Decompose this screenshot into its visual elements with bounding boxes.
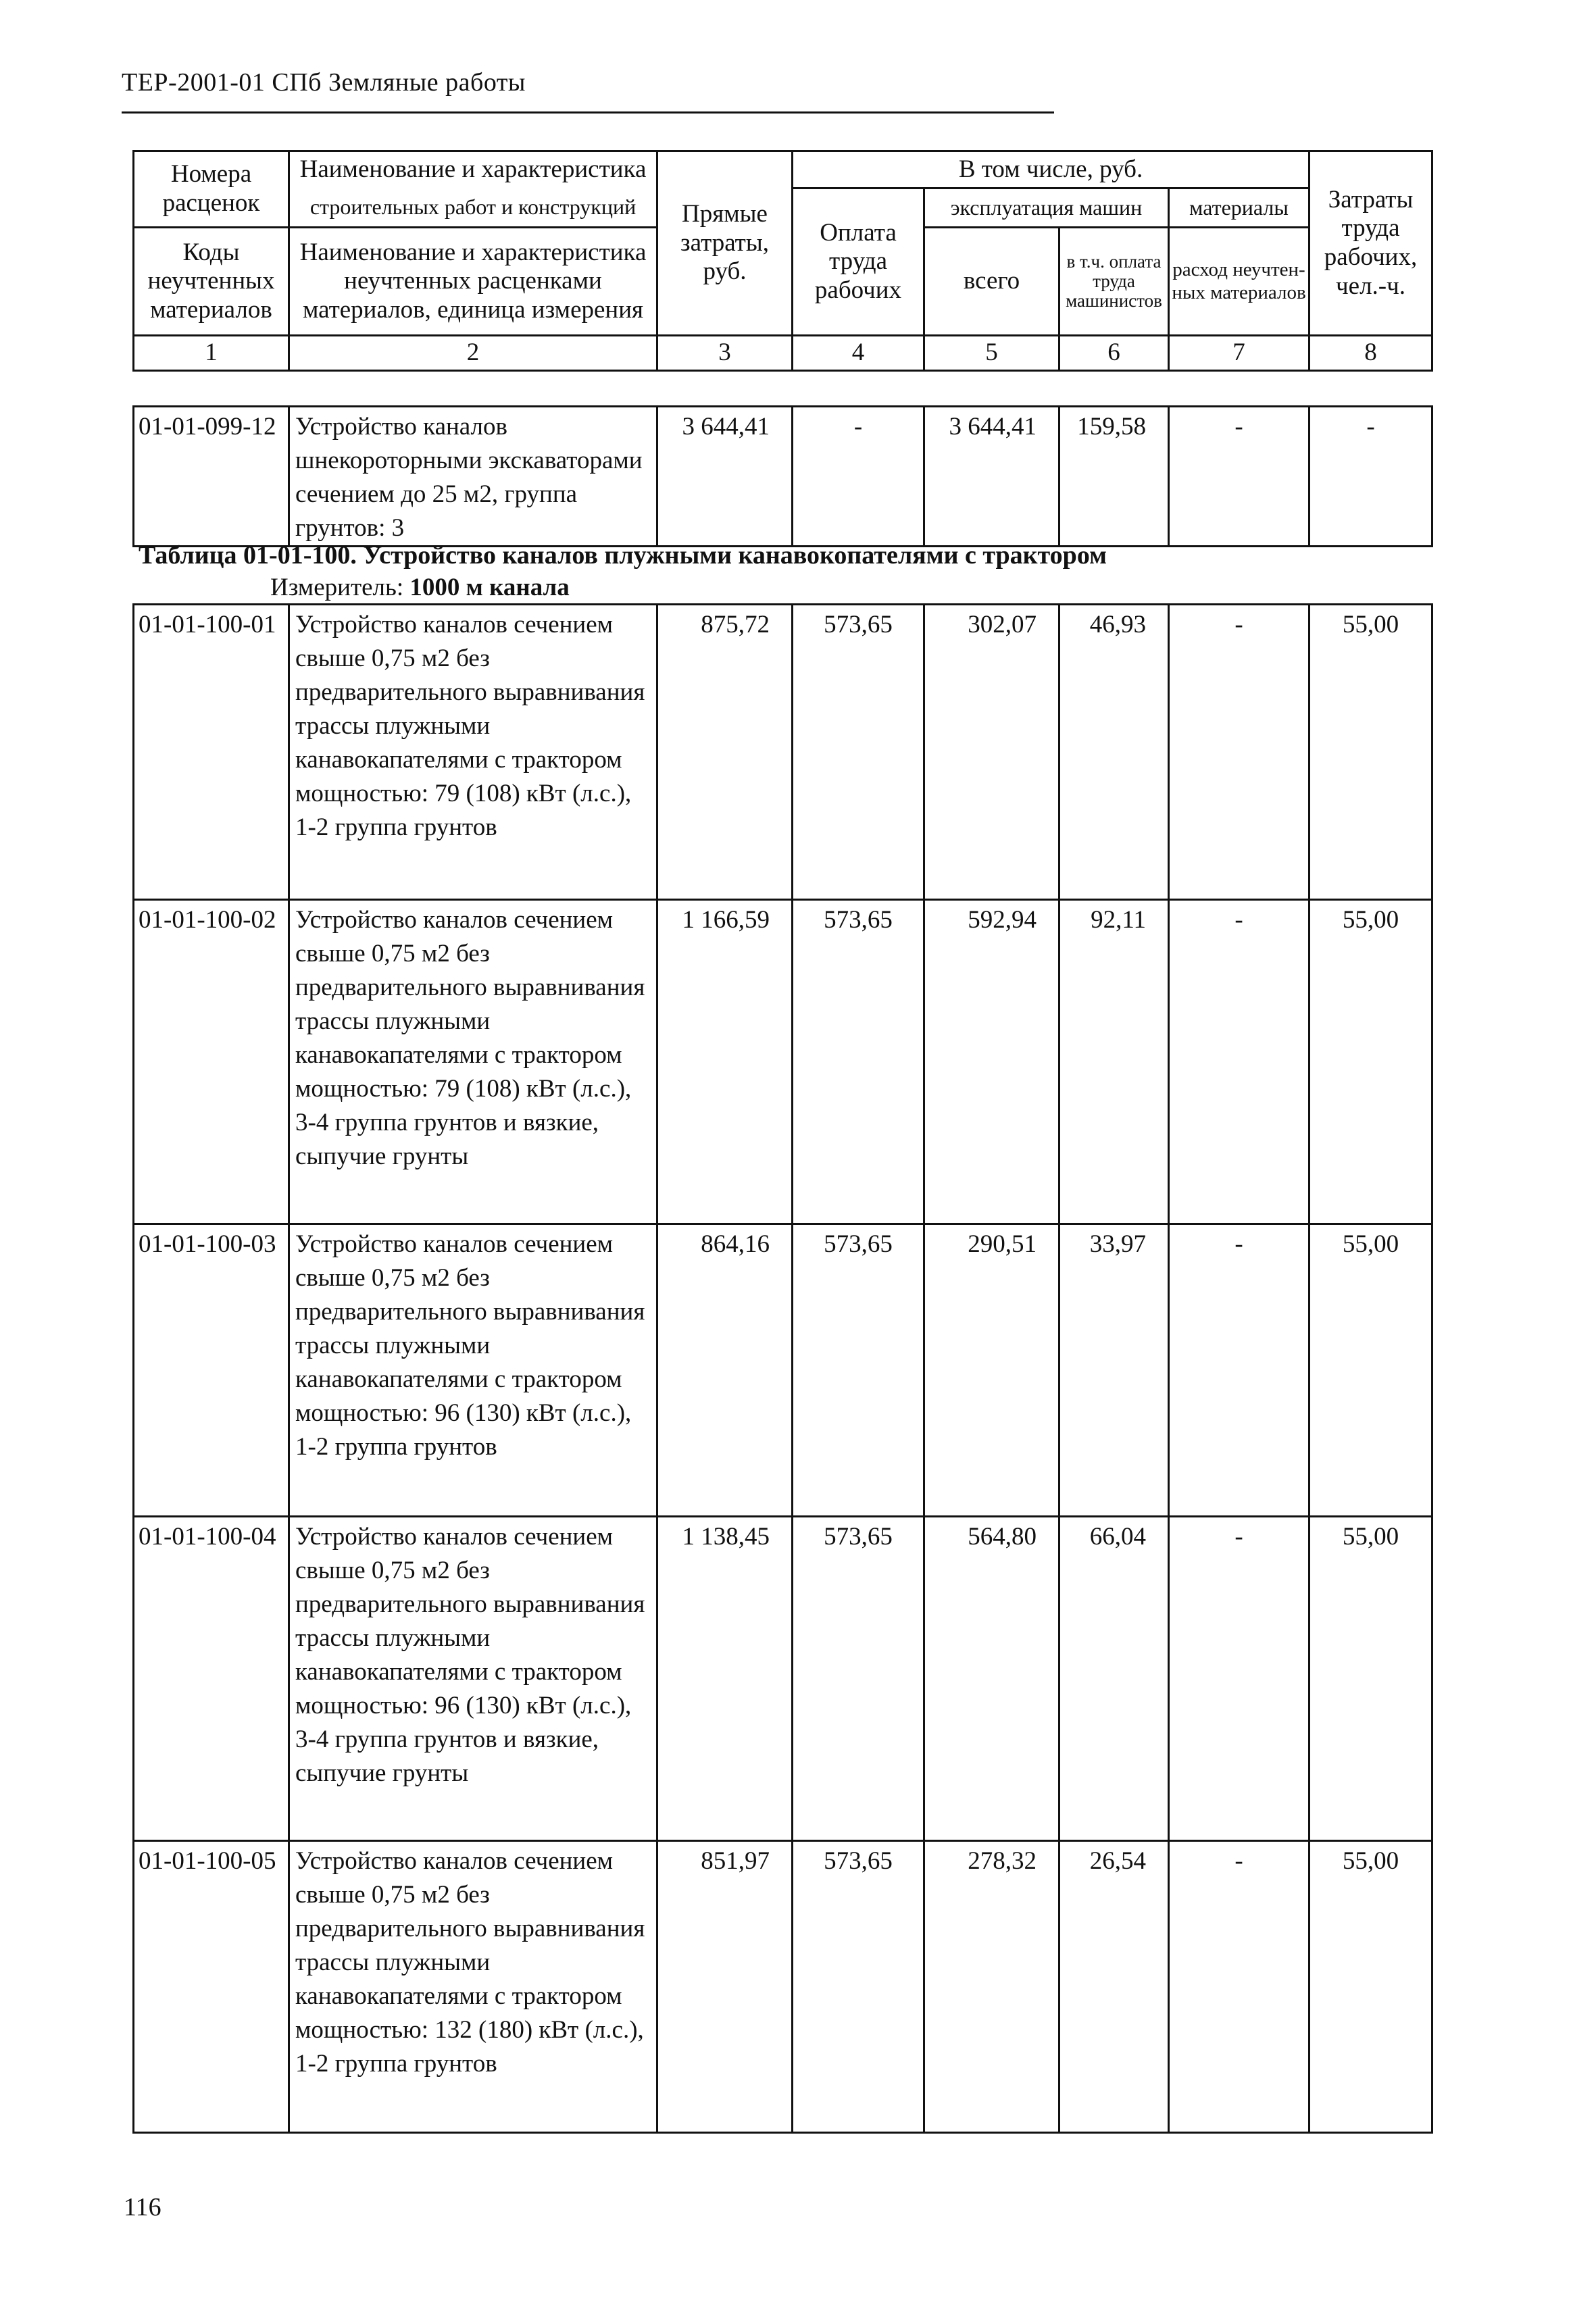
table-row — [134, 1517, 1432, 1841]
col-number: 7 — [1169, 336, 1310, 371]
rate-code: 01-01-100-03 — [134, 1224, 289, 1517]
machinist-labor-cost: 159,58 — [1059, 407, 1169, 547]
machine-cost-total: 564,80 — [924, 1517, 1059, 1841]
table-row — [134, 605, 1432, 900]
measure-value: 1000 м канала — [409, 574, 570, 601]
machinist-labor-cost: 33,97 — [1059, 1224, 1169, 1517]
direct-cost: 864,16 — [657, 1224, 793, 1517]
labor-cost: - — [793, 407, 924, 547]
work-description: Устройство каналов шнекороторными экскаваторами сечением до 25 м2, группа грунтов: 3 — [289, 407, 657, 547]
col6-heading: в т.ч. оплата труда машинистов — [1059, 228, 1169, 336]
materials-cost: - — [1169, 1224, 1310, 1517]
direct-cost: 1 138,45 — [657, 1517, 793, 1841]
col2-top-heading-line2: строительных работ и конструкций — [289, 188, 657, 228]
rate-code: 01-01-100-02 — [134, 900, 289, 1224]
machine-cost-total: 278,32 — [924, 1841, 1059, 2133]
col-number: 1 — [134, 336, 289, 371]
labor-cost: 573,65 — [793, 1517, 924, 1841]
machinist-labor-cost: 92,11 — [1059, 900, 1169, 1224]
labor-cost: 573,65 — [793, 1841, 924, 2133]
labor-hours: 55,00 — [1310, 1841, 1432, 2133]
direct-cost: 3 644,41 — [657, 407, 793, 547]
table-row — [134, 1841, 1432, 2133]
rates-table — [132, 603, 1433, 2134]
work-description: Устройство каналов сечением свыше 0,75 м2 без предварительного выравнивания трассы плужными канавокапателями с трактором мощностью: 96 (130) кВт (л.с.), 3-4 группа грунтов и вязкие, сыпучие грунты — [289, 1517, 657, 1841]
direct-cost: 875,72 — [657, 605, 793, 900]
measure-unit — [270, 573, 570, 602]
machinist-labor-cost: 26,54 — [1059, 1841, 1169, 2133]
materials-cost: - — [1169, 605, 1310, 900]
measure-label: Измеритель: — [270, 574, 404, 601]
col4-heading: Оплата труда рабочих — [793, 188, 924, 336]
rate-code: 01-01-099-12 — [134, 407, 289, 547]
work-description: Устройство каналов сечением свыше 0,75 м2 без предварительного выравнивания трассы плужными канавокапателями с трактором мощностью: 79 (108) кВт (л.с.), 3-4 группа грунтов и вязкие, сыпучие грунты — [289, 900, 657, 1224]
col1-bottom-heading: Коды неучтенных материалов — [134, 228, 289, 336]
table-title: Таблица 01-01-100. Устройство каналов плужными канавокопателями с трактором — [139, 541, 1107, 570]
materials-heading: материалы — [1169, 188, 1310, 228]
group-heading: В том числе, руб. — [793, 151, 1310, 188]
materials-cost: - — [1169, 407, 1310, 547]
direct-cost: 1 166,59 — [657, 900, 793, 1224]
labor-hours: 55,00 — [1310, 1224, 1432, 1517]
rate-code: 01-01-100-04 — [134, 1517, 289, 1841]
machine-cost-total: 3 644,41 — [924, 407, 1059, 547]
col-number: 4 — [793, 336, 924, 371]
table-row — [134, 900, 1432, 1224]
col5-heading: всего — [924, 228, 1059, 336]
col3-heading: Прямые затраты, руб. — [657, 151, 793, 336]
labor-hours: 55,00 — [1310, 605, 1432, 900]
work-description: Устройство каналов сечением свыше 0,75 м2 без предварительного выравнивания трассы плужными канавокапателями с трактором мощностью: 132 (180) кВт (л.с.), 1-2 группа грунтов — [289, 1841, 657, 2133]
machine-cost-total: 290,51 — [924, 1224, 1059, 1517]
work-description: Устройство каналов сечением свыше 0,75 м2 без предварительного выравнивания трассы плужными канавокапателями с трактором мощностью: 96 (130) кВт (л.с.), 1-2 группа грунтов — [289, 1224, 657, 1517]
col-number: 3 — [657, 336, 793, 371]
col-number: 2 — [289, 336, 657, 371]
rate-code: 01-01-100-01 — [134, 605, 289, 900]
work-description: Устройство каналов сечением свыше 0,75 м2 без предварительного выравнивания трассы плужными канавокапателями с трактором мощностью: 79 (108) кВт (л.с.), 1-2 группа грунтов — [289, 605, 657, 900]
page-number: 116 — [124, 2193, 161, 2221]
col8-heading: Затраты труда рабочих, чел.-ч. — [1310, 151, 1432, 336]
col-number: 6 — [1059, 336, 1169, 371]
previous-table — [132, 405, 1433, 547]
column-header-table — [132, 150, 1433, 372]
labor-cost: 573,65 — [793, 605, 924, 900]
machinist-labor-cost: 66,04 — [1059, 1517, 1169, 1841]
machine-cost-total: 302,07 — [924, 605, 1059, 900]
machines-heading: эксплуатация машин — [924, 188, 1169, 228]
header-rule — [122, 111, 1054, 114]
page-header-title: ТЕР-2001-01 СПб Земляные работы — [122, 68, 526, 97]
machine-cost-total: 592,94 — [924, 900, 1059, 1224]
labor-cost: 573,65 — [793, 1224, 924, 1517]
materials-cost: - — [1169, 900, 1310, 1224]
table-row — [134, 407, 1432, 547]
rate-code: 01-01-100-05 — [134, 1841, 289, 2133]
labor-cost: 573,65 — [793, 900, 924, 1224]
col1-top-heading: Номера расценок — [134, 151, 289, 228]
materials-cost: - — [1169, 1517, 1310, 1841]
col7-heading: расход неучтен-ных материалов — [1169, 228, 1310, 336]
direct-cost: 851,97 — [657, 1841, 793, 2133]
col-number: 5 — [924, 336, 1059, 371]
labor-hours: - — [1310, 407, 1432, 547]
labor-hours: 55,00 — [1310, 900, 1432, 1224]
machinist-labor-cost: 46,93 — [1059, 605, 1169, 900]
table-row — [134, 1224, 1432, 1517]
labor-hours: 55,00 — [1310, 1517, 1432, 1841]
materials-cost: - — [1169, 1841, 1310, 2133]
col2-top-heading-line1: Наименование и характеристика — [289, 151, 657, 188]
col2-bottom-heading: Наименование и характеристика неучтенных расценками материалов, единица измерения — [289, 228, 657, 336]
col-number: 8 — [1310, 336, 1432, 371]
